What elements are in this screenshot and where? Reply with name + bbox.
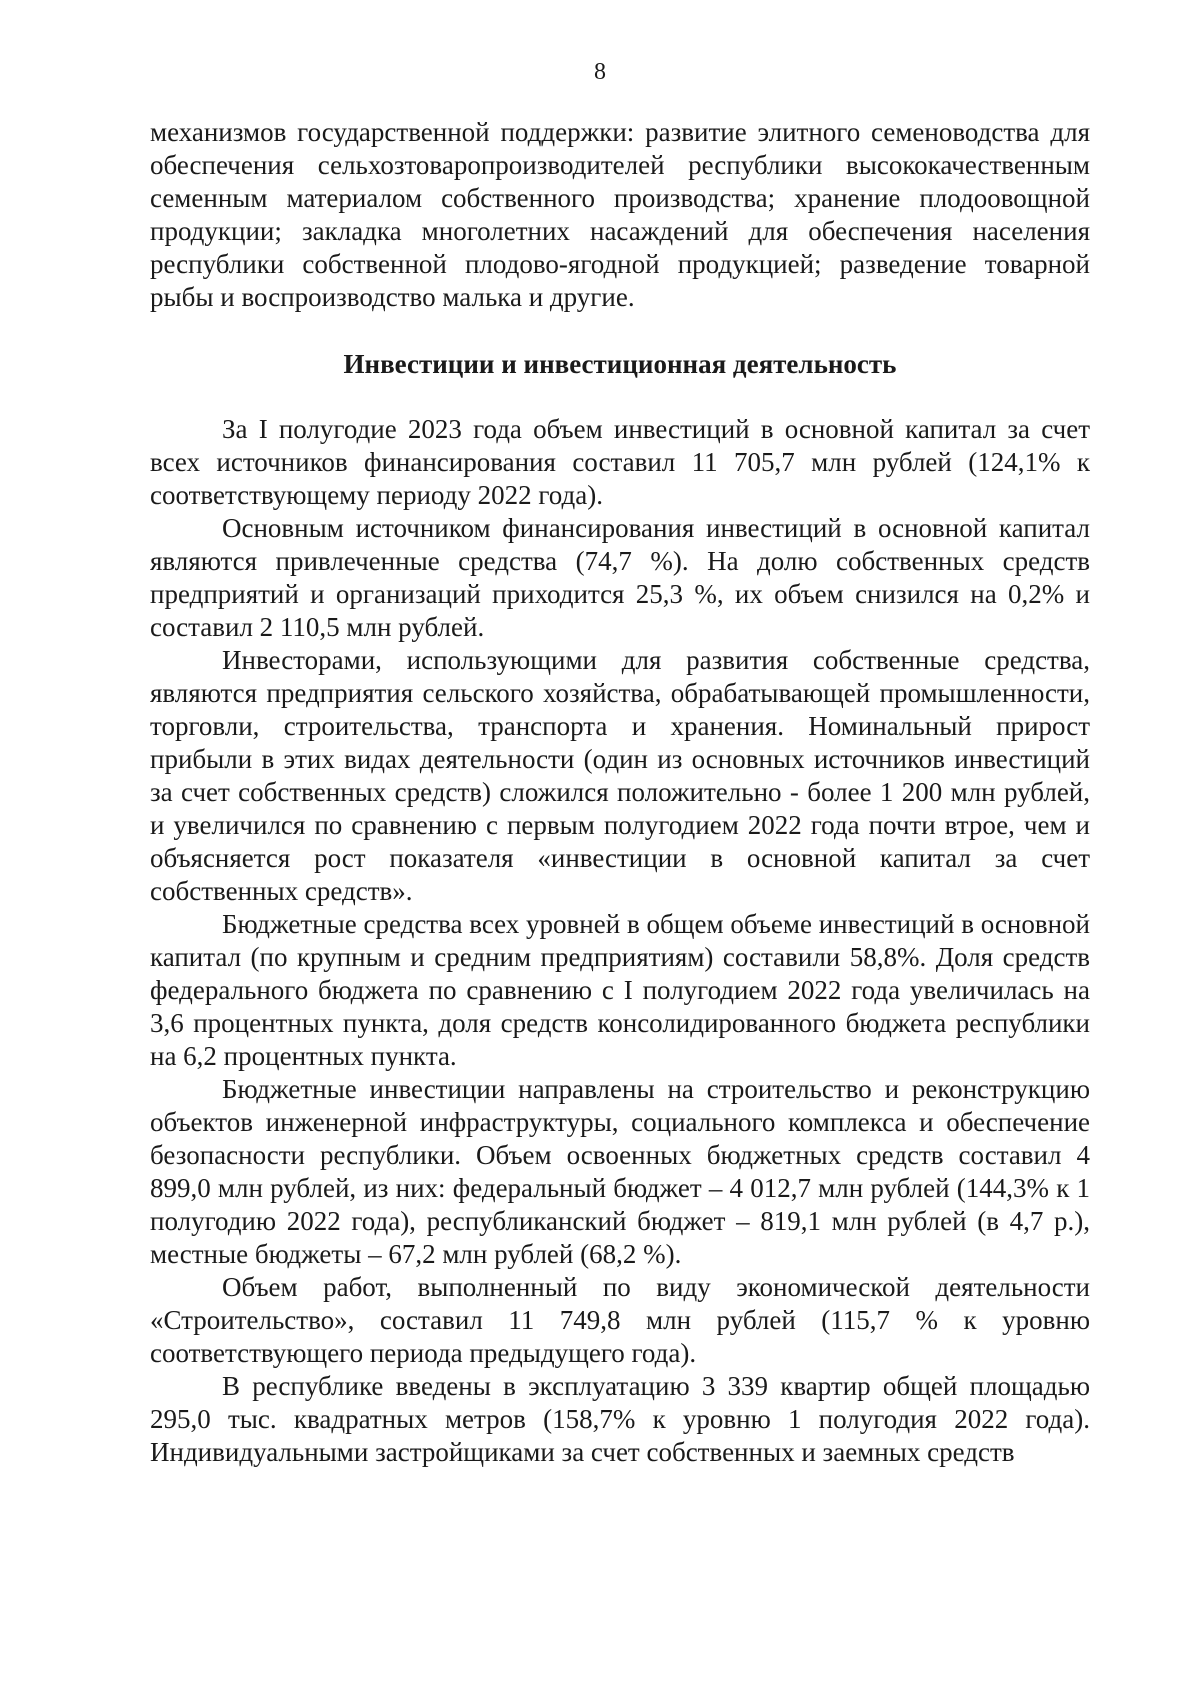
- paragraph-investors: Инвесторами, использующими для развития собственные средства, являются предприятия сельского хозяйства, обрабатывающей промышленности, торговли, строительства, транспорта и хранения. Номинальный прирост прибыли в этих видах деятельности (один из основных источников инвестиций за счет собственных средств) сложился положительно - более 1 200 млн рублей, и увеличился по сравнению с первым полугодием 2022 года почти втрое, чем и объясняется рост показателя «инвестиции в основной капитал за счет собственных средств».: [150, 645, 1090, 906]
- section-heading: Инвестиции и инвестиционная деятельность: [343, 349, 897, 379]
- paragraph-budget-funds: Бюджетные средства всех уровней в общем объеме инвестиций в основной капитал (по крупным и средним предприятиям) составили 58,8%. Доля средств федерального бюджета по сравнению с I полугодием 2022 года увеличилась на 3,6 процентных пункта, доля средств консолидированного бюджета республики на 6,2 процентных пункта.: [150, 909, 1090, 1071]
- intro-paragraph: механизмов государственной поддержки: развитие элитного семеноводства для обеспечения сельхозтоваропроизводителей республики высококачественным семенным материалом собственного производства; хранение плодоовощной продукции; закладка многолетних насаждений для обеспечения населения республики собственной плодово-ягодной продукцией; разведение товарной рыбы и воспроизводство малька и другие.: [150, 117, 1090, 312]
- paragraph-investment-volume: За I полугодие 2023 года объем инвестиций в основной капитал за счет всех источников финансирования составил 11 705,7 млн рублей (124,1% к соответствующему периоду 2022 года).: [150, 414, 1090, 510]
- paragraph-construction-volume: Объем работ, выполненный по виду экономической деятельности «Строительство», составил 11 749,8 млн рублей (115,7 % к уровню соответствующего периода предыдущего года).: [150, 1272, 1090, 1368]
- paragraph-financing-sources: Основным источником финансирования инвестиций в основной капитал являются привлеченные средства (74,7 %). На долю собственных средств предприятий и организаций приходится 25,3 %, их объем снизился на 0,2% и составил 2 110,5 млн рублей.: [150, 513, 1090, 642]
- paragraph-budget-investments: Бюджетные инвестиции направлены на строительство и реконструкцию объектов инженерной инфраструктуры, социального комплекса и обеспечение безопасности республики. Объем освоенных бюджетных средств составил 4 899,0 млн рублей, из них: федеральный бюджет – 4 012,7 млн рублей (144,3% к 1 полугодию 2022 года), республиканский бюджет – 819,1 млн рублей (в 4,7 р.), местные бюджеты – 67,2 млн рублей (68,2 %).: [150, 1074, 1090, 1269]
- paragraph-housing: В республике введены в эксплуатацию 3 339 квартир общей площадью 295,0 тыс. квадратных метров (158,7% к уровню 1 полугодия 2022 года). Индивидуальными застройщиками за счет собственных и заемных средств: [150, 1371, 1090, 1467]
- document-body: [150, 116, 1090, 1469]
- page-number: 8: [594, 59, 606, 85]
